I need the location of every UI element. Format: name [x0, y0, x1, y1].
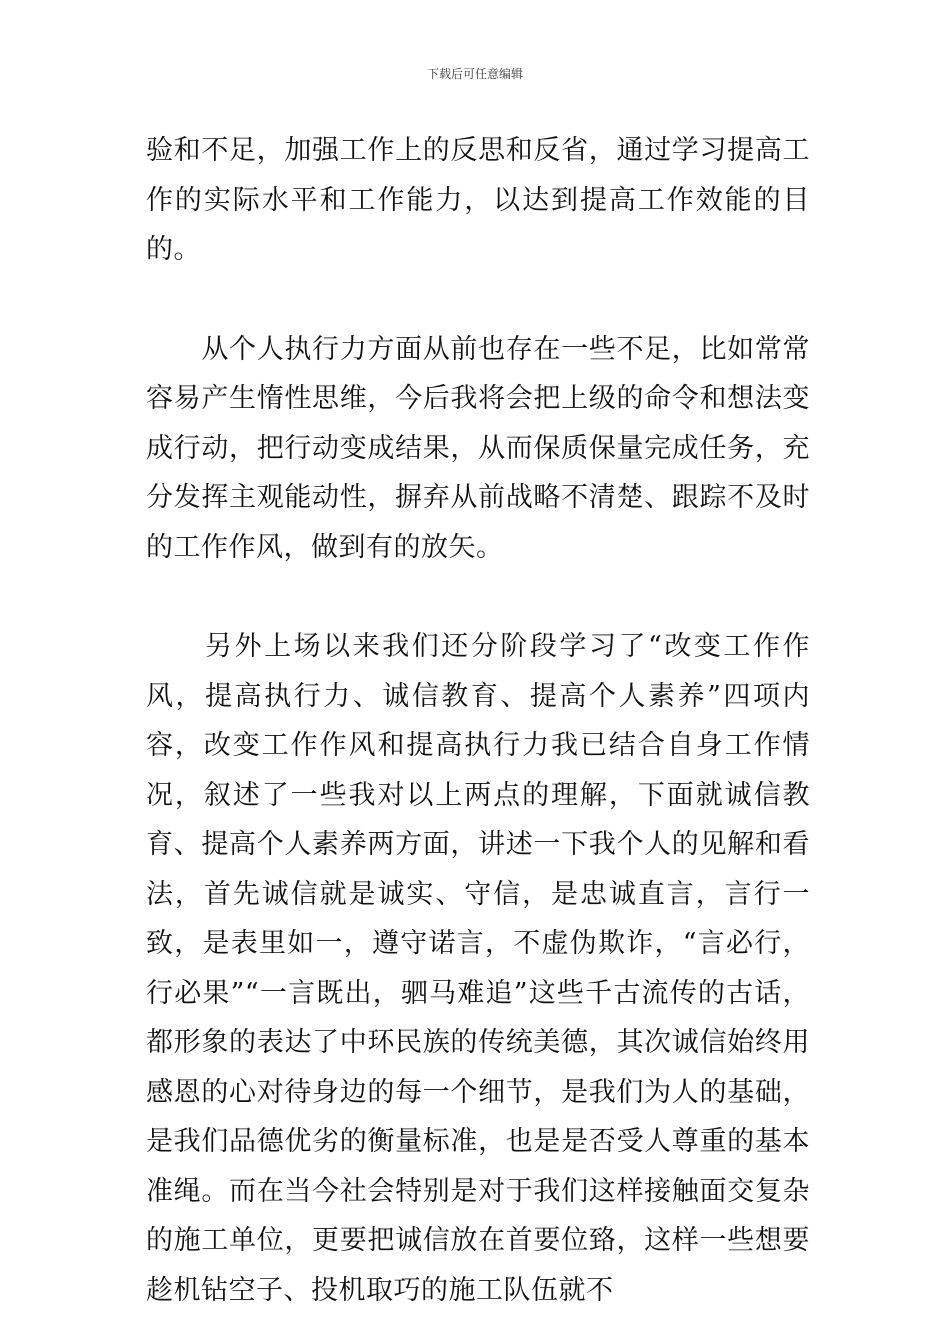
document-body: [146, 126, 810, 1315]
paragraph-2: 从个人执行力方面从前也存在一些不足，比如常常容易产生惰性思维，今后我将会把上级的命令和想法变成行动，把行动变成结果，从而保质保量完成任务，充分发挥主观能动性，摒弃从前战略不清楚、跟踪不及时的工作作风，做到有的放矢。: [146, 333, 810, 563]
paragraph-1: 验和不足，加强工作上的反思和反省，通过学习提高工作的实际水平和工作能力，以达到提高工作效能的目的。: [146, 135, 810, 265]
paragraph-3: 另外上场以来我们还分阶段学习了“改变工作作风，提高执行力、诚信教育、提高个人素养”四项内容，改变工作作风和提高执行力我已结合自身工作情况，叙述了一些我对以上两点的理解，下面就诚信教育、提高个人素养两方面，讲述一下我个人的见解和看法，首先诚信就是诚实、守信，是忠诚直言，言行一致，是表里如一，遵守诺言，不虚伪欺诈，“言必行，行必果”“一言既出，驷马难追”这些千古流传的古话，都形象的表达了中环民族的传统美德，其次诚信始终用感恩的心对待身边的每一个细节，是我们为人的基础，是我们品德优劣的衡量标准，也是是否受人尊重的基本准绳。而在当今社会特别是对于我们这样接触面交复杂的施工单位，更要把诚信放在首要位臵，这样一些想要趁机钻空子、投机取巧的施工队伍就不: [146, 631, 810, 1306]
page-header: 下载后可任意编辑: [426, 67, 523, 81]
